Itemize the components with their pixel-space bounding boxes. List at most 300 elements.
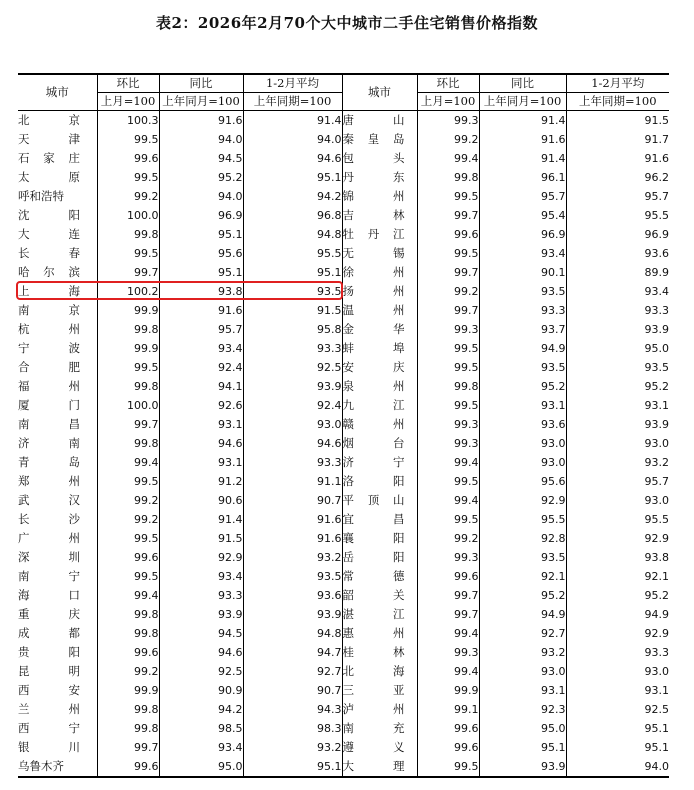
- mom-value: 100.0: [97, 396, 159, 415]
- mom-value: 99.3: [417, 111, 479, 131]
- city-name: 烟台: [342, 436, 405, 450]
- yoy-value: 95.0: [159, 757, 243, 777]
- table-row: [18, 358, 669, 377]
- mom-value: 99.8: [97, 605, 159, 624]
- table-row: [18, 206, 669, 225]
- avg-value: 93.1: [566, 681, 669, 700]
- city-name: 武汉: [18, 493, 80, 507]
- avg-value: 95.0: [566, 339, 669, 358]
- avg-value: 93.5: [243, 567, 342, 586]
- table-row: [18, 681, 669, 700]
- city-cell: [18, 415, 97, 434]
- col-header-mom-right: 环比: [417, 74, 479, 93]
- city-cell: [18, 738, 97, 757]
- yoy-value: 95.2: [479, 586, 566, 605]
- yoy-value: 91.5: [159, 529, 243, 548]
- table-row: [18, 605, 669, 624]
- city-cell: [342, 320, 417, 339]
- mom-value: 99.8: [97, 377, 159, 396]
- avg-value: 93.4: [566, 282, 669, 301]
- city-cell: [342, 111, 417, 131]
- city-cell: [342, 434, 417, 453]
- city-cell: [18, 757, 97, 777]
- table-row: [18, 757, 669, 777]
- yoy-value: 95.5: [479, 510, 566, 529]
- city-cell: [342, 187, 417, 206]
- avg-value: 91.1: [243, 472, 342, 491]
- col-base-mom-right: 上月=100: [417, 93, 479, 111]
- col-base-yoy: 上年同月=100: [159, 93, 243, 111]
- city-cell: [18, 263, 97, 282]
- city-cell: [18, 510, 97, 529]
- city-cell: [18, 472, 97, 491]
- avg-value: 93.2: [243, 548, 342, 567]
- city-cell: [18, 339, 97, 358]
- avg-value: 93.0: [566, 434, 669, 453]
- city-name: 宜昌: [342, 512, 405, 526]
- city-cell: [342, 662, 417, 681]
- city-cell: [18, 187, 97, 206]
- yoy-value: 93.0: [479, 434, 566, 453]
- avg-value: 94.8: [243, 624, 342, 643]
- city-name: 宁波: [18, 341, 80, 355]
- avg-value: 95.7: [566, 472, 669, 491]
- avg-value: 95.5: [566, 510, 669, 529]
- yoy-value: 93.9: [159, 605, 243, 624]
- city-name: 沈阳: [18, 208, 80, 222]
- table-row: [18, 738, 669, 757]
- city-name: 三亚: [342, 683, 405, 697]
- yoy-value: 95.7: [479, 187, 566, 206]
- col-base-yoy-right: 上年同月=100: [479, 93, 566, 111]
- avg-value: 92.9: [566, 529, 669, 548]
- city-cell: [342, 358, 417, 377]
- avg-value: 94.3: [243, 700, 342, 719]
- yoy-value: 94.0: [159, 130, 243, 149]
- city-cell: [342, 586, 417, 605]
- yoy-value: 92.6: [159, 396, 243, 415]
- city-name: 秦皇岛: [342, 132, 405, 146]
- yoy-value: 94.5: [159, 149, 243, 168]
- mom-value: 99.5: [417, 757, 479, 777]
- avg-value: 93.3: [243, 453, 342, 472]
- city-name: 福州: [18, 379, 80, 393]
- table-row: [18, 548, 669, 567]
- city-cell: [18, 624, 97, 643]
- mom-value: 99.9: [97, 681, 159, 700]
- table-body: [18, 111, 669, 778]
- table-row: [18, 282, 669, 301]
- table-row: [18, 719, 669, 738]
- mom-value: 100.2: [97, 282, 159, 301]
- city-cell: [342, 719, 417, 738]
- avg-value: 93.3: [243, 339, 342, 358]
- mom-value: 99.4: [417, 453, 479, 472]
- city-name: 上海: [18, 284, 80, 298]
- table-row: [18, 396, 669, 415]
- avg-value: 91.6: [243, 529, 342, 548]
- city-cell: [18, 396, 97, 415]
- city-name: 南京: [18, 303, 80, 317]
- avg-value: 95.1: [243, 757, 342, 777]
- city-name: 南宁: [18, 569, 80, 583]
- avg-value: 93.2: [566, 453, 669, 472]
- mom-value: 99.2: [97, 491, 159, 510]
- city-cell: [342, 149, 417, 168]
- city-name: 合肥: [18, 360, 80, 374]
- city-name: 锦州: [342, 189, 405, 203]
- city-cell: [342, 225, 417, 244]
- city-cell: [18, 434, 97, 453]
- city-name: 常德: [342, 569, 405, 583]
- city-cell: [342, 244, 417, 263]
- mom-value: 99.8: [97, 320, 159, 339]
- avg-value: 90.7: [243, 681, 342, 700]
- yoy-value: 94.9: [479, 605, 566, 624]
- mom-value: 99.8: [97, 700, 159, 719]
- mom-value: 99.4: [417, 491, 479, 510]
- city-name: 昆明: [18, 664, 80, 678]
- mom-value: 99.8: [417, 377, 479, 396]
- yoy-value: 93.4: [159, 738, 243, 757]
- avg-value: 93.2: [243, 738, 342, 757]
- mom-value: 99.9: [97, 301, 159, 320]
- city-cell: [342, 472, 417, 491]
- yoy-value: 93.5: [479, 548, 566, 567]
- avg-value: 94.8: [243, 225, 342, 244]
- mom-value: 99.5: [417, 510, 479, 529]
- avg-value: 93.0: [243, 415, 342, 434]
- col-base-mom: 上月=100: [97, 93, 159, 111]
- city-cell: [18, 529, 97, 548]
- avg-value: 92.5: [566, 700, 669, 719]
- mom-value: 99.3: [417, 320, 479, 339]
- mom-value: 99.7: [417, 586, 479, 605]
- avg-value: 94.2: [243, 187, 342, 206]
- table-row: [18, 320, 669, 339]
- mom-value: 99.5: [97, 567, 159, 586]
- avg-value: 93.9: [243, 605, 342, 624]
- city-cell: [342, 510, 417, 529]
- city-cell: [342, 206, 417, 225]
- mom-value: 99.7: [417, 605, 479, 624]
- city-name: 郑州: [18, 474, 80, 488]
- table-row: [18, 130, 669, 149]
- yoy-value: 96.9: [479, 225, 566, 244]
- mom-value: 99.2: [417, 130, 479, 149]
- city-name: 深圳: [18, 550, 80, 564]
- yoy-value: 94.9: [479, 339, 566, 358]
- table-title: 表2：2026年2月70个大中城市二手住宅销售价格指数: [156, 14, 538, 32]
- mom-value: 99.4: [97, 586, 159, 605]
- yoy-value: 93.1: [159, 453, 243, 472]
- mom-value: 99.6: [417, 738, 479, 757]
- avg-value: 91.4: [243, 111, 342, 131]
- city-name: 襄阳: [342, 531, 405, 545]
- yoy-value: 95.0: [479, 719, 566, 738]
- col-header-avg: 1-2月平均: [243, 74, 342, 93]
- city-cell: [342, 700, 417, 719]
- table-row: [18, 168, 669, 187]
- mom-value: 99.2: [97, 187, 159, 206]
- city-name: 太原: [18, 170, 80, 184]
- city-cell: [342, 168, 417, 187]
- mom-value: 99.7: [97, 263, 159, 282]
- avg-value: 93.5: [243, 282, 342, 301]
- city-name: 海口: [18, 588, 80, 602]
- table-row: [18, 225, 669, 244]
- city-name: 哈尔滨: [18, 265, 80, 279]
- mom-value: 99.2: [417, 529, 479, 548]
- avg-value: 95.7: [566, 187, 669, 206]
- avg-value: 94.6: [243, 434, 342, 453]
- table-row: [18, 111, 669, 131]
- avg-value: 95.1: [243, 168, 342, 187]
- city-name: 赣州: [342, 417, 405, 431]
- avg-value: 91.5: [566, 111, 669, 131]
- yoy-value: 94.0: [159, 187, 243, 206]
- avg-value: 93.3: [566, 643, 669, 662]
- city-name: 吉林: [342, 208, 405, 222]
- city-cell: [342, 396, 417, 415]
- city-cell: [342, 529, 417, 548]
- city-name: 金华: [342, 322, 405, 336]
- yoy-value: 93.6: [479, 415, 566, 434]
- city-name: 扬州: [342, 284, 405, 298]
- table-row: [18, 244, 669, 263]
- avg-value: 94.9: [566, 605, 669, 624]
- yoy-value: 90.1: [479, 263, 566, 282]
- city-name: 蚌埠: [342, 341, 405, 355]
- avg-value: 92.4: [243, 396, 342, 415]
- city-cell: [18, 111, 97, 131]
- avg-value: 95.2: [566, 377, 669, 396]
- city-cell: [18, 282, 97, 301]
- yoy-value: 94.6: [159, 643, 243, 662]
- col-header-yoy-right: 同比: [479, 74, 566, 93]
- city-cell: [342, 548, 417, 567]
- city-name: 南昌: [18, 417, 80, 431]
- mom-value: 99.6: [417, 719, 479, 738]
- yoy-value: 93.8: [159, 282, 243, 301]
- city-cell: [18, 320, 97, 339]
- yoy-value: 92.5: [159, 662, 243, 681]
- city-name: 无锡: [342, 246, 405, 260]
- mom-value: 99.1: [417, 700, 479, 719]
- mom-value: 100.0: [97, 206, 159, 225]
- yoy-value: 95.4: [479, 206, 566, 225]
- table-row: [18, 149, 669, 168]
- table-row: [18, 510, 669, 529]
- city-name: 九江: [342, 398, 405, 412]
- mom-value: 99.4: [97, 453, 159, 472]
- col-header-avg-right: 1-2月平均: [566, 74, 669, 93]
- city-name: 呼和浩特: [18, 189, 64, 203]
- yoy-value: 93.0: [479, 453, 566, 472]
- yoy-value: 92.8: [479, 529, 566, 548]
- mom-value: 99.8: [417, 168, 479, 187]
- city-cell: [18, 301, 97, 320]
- mom-value: 99.8: [97, 719, 159, 738]
- city-name: 北京: [18, 113, 80, 127]
- city-name: 成都: [18, 626, 80, 640]
- city-name: 乌鲁木齐: [18, 759, 64, 773]
- yoy-value: 91.6: [159, 301, 243, 320]
- avg-value: 92.5: [243, 358, 342, 377]
- table-row: [18, 567, 669, 586]
- city-name: 西安: [18, 683, 80, 697]
- yoy-value: 93.2: [479, 643, 566, 662]
- mom-value: 99.5: [97, 244, 159, 263]
- mom-value: 99.5: [97, 168, 159, 187]
- city-cell: [342, 377, 417, 396]
- avg-value: 94.7: [243, 643, 342, 662]
- mom-value: 99.5: [97, 472, 159, 491]
- table-row: [18, 529, 669, 548]
- yoy-value: 91.2: [159, 472, 243, 491]
- mom-value: 99.8: [97, 624, 159, 643]
- mom-value: 99.7: [97, 415, 159, 434]
- mom-value: 99.5: [417, 187, 479, 206]
- yoy-value: 91.4: [479, 149, 566, 168]
- city-cell: [18, 700, 97, 719]
- mom-value: 99.3: [417, 434, 479, 453]
- city-cell: [18, 719, 97, 738]
- yoy-value: 96.9: [159, 206, 243, 225]
- city-cell: [18, 643, 97, 662]
- city-name: 岳阳: [342, 550, 405, 564]
- col-header-city-right: 城市: [342, 74, 417, 111]
- city-name: 韶关: [342, 588, 405, 602]
- col-base-avg-right: 上年同期=100: [566, 93, 669, 111]
- city-name: 唐山: [342, 113, 405, 127]
- mom-value: 99.5: [417, 244, 479, 263]
- city-name: 济南: [18, 436, 80, 450]
- yoy-value: 95.7: [159, 320, 243, 339]
- city-name: 西宁: [18, 721, 80, 735]
- avg-value: 93.9: [566, 320, 669, 339]
- mom-value: 99.6: [417, 567, 479, 586]
- mom-value: 99.4: [417, 624, 479, 643]
- yoy-value: 93.9: [479, 757, 566, 777]
- mom-value: 99.5: [417, 396, 479, 415]
- city-name: 广州: [18, 531, 80, 545]
- mom-value: 99.6: [97, 757, 159, 777]
- mom-value: 99.8: [97, 434, 159, 453]
- city-name: 安庆: [342, 360, 405, 374]
- city-name: 贵阳: [18, 645, 80, 659]
- yoy-value: 91.4: [479, 111, 566, 131]
- city-name: 天津: [18, 132, 80, 146]
- avg-value: 95.8: [243, 320, 342, 339]
- avg-value: 91.6: [566, 149, 669, 168]
- city-name: 湛江: [342, 607, 405, 621]
- avg-value: 92.1: [566, 567, 669, 586]
- city-cell: [18, 358, 97, 377]
- city-cell: [18, 567, 97, 586]
- avg-value: 89.9: [566, 263, 669, 282]
- table-row: [18, 662, 669, 681]
- table-row: [18, 491, 669, 510]
- city-cell: [342, 415, 417, 434]
- mom-value: 99.2: [97, 510, 159, 529]
- yoy-value: 95.6: [159, 244, 243, 263]
- city-cell: [342, 757, 417, 777]
- city-cell: [342, 282, 417, 301]
- mom-value: 99.9: [417, 681, 479, 700]
- city-cell: [18, 130, 97, 149]
- table-row: [18, 301, 669, 320]
- mom-value: 99.7: [417, 301, 479, 320]
- city-name: 大连: [18, 227, 80, 241]
- mom-value: 99.2: [417, 282, 479, 301]
- city-cell: [342, 624, 417, 643]
- mom-value: 99.5: [417, 358, 479, 377]
- table-row: [18, 586, 669, 605]
- city-name: 石家庄: [18, 151, 80, 165]
- city-cell: [18, 225, 97, 244]
- mom-value: 99.7: [417, 206, 479, 225]
- city-name: 牡丹江: [342, 227, 405, 241]
- city-name: 丹东: [342, 170, 405, 184]
- mom-value: 99.5: [97, 358, 159, 377]
- city-name: 青岛: [18, 455, 80, 469]
- avg-value: 93.9: [243, 377, 342, 396]
- yoy-value: 94.1: [159, 377, 243, 396]
- city-name: 厦门: [18, 398, 80, 412]
- mom-value: 99.7: [417, 263, 479, 282]
- city-cell: [18, 586, 97, 605]
- city-cell: [18, 491, 97, 510]
- avg-value: 95.2: [566, 586, 669, 605]
- yoy-value: 92.7: [479, 624, 566, 643]
- city-cell: [18, 548, 97, 567]
- avg-value: 96.2: [566, 168, 669, 187]
- mom-value: 99.3: [417, 415, 479, 434]
- city-name: 遵义: [342, 740, 405, 754]
- yoy-value: 95.1: [159, 225, 243, 244]
- mom-value: 99.3: [417, 643, 479, 662]
- table-row: [18, 263, 669, 282]
- avg-value: 95.1: [566, 738, 669, 757]
- yoy-value: 98.5: [159, 719, 243, 738]
- city-cell: [18, 662, 97, 681]
- avg-value: 93.0: [566, 491, 669, 510]
- avg-value: 96.9: [566, 225, 669, 244]
- yoy-value: 91.4: [159, 510, 243, 529]
- table-row: [18, 415, 669, 434]
- city-cell: [342, 130, 417, 149]
- avg-value: 91.5: [243, 301, 342, 320]
- city-name: 徐州: [342, 265, 405, 279]
- header-row-1: [18, 74, 669, 93]
- yoy-value: 92.4: [159, 358, 243, 377]
- mom-value: 99.3: [417, 548, 479, 567]
- yoy-value: 93.7: [479, 320, 566, 339]
- yoy-value: 94.2: [159, 700, 243, 719]
- mom-value: 99.5: [97, 529, 159, 548]
- mom-value: 99.4: [417, 149, 479, 168]
- avg-value: 93.3: [566, 301, 669, 320]
- city-cell: [18, 244, 97, 263]
- city-name: 惠州: [342, 626, 405, 640]
- city-cell: [18, 206, 97, 225]
- avg-value: 93.0: [566, 662, 669, 681]
- avg-value: 95.5: [566, 206, 669, 225]
- col-header-city: 城市: [18, 74, 97, 111]
- avg-value: 93.6: [566, 244, 669, 263]
- city-name: 平顶山: [342, 493, 405, 507]
